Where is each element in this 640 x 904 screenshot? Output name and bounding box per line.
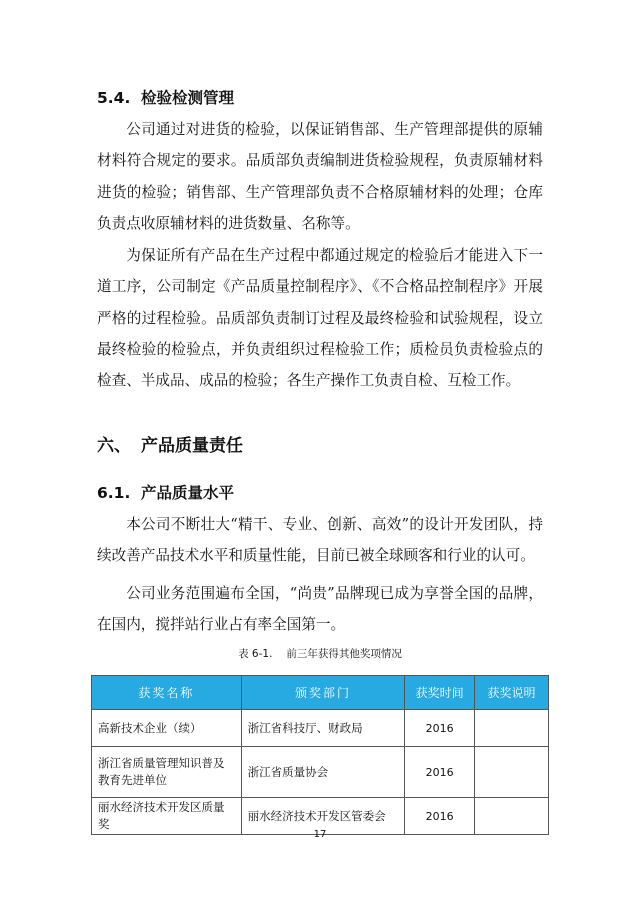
paragraph: 本公司不断壮大“精干、专业、创新、高效”的设计开发团队，持续改善产品技术水平和质量性能，目前已被全球顾客和行业的认可。 xyxy=(97,516,543,565)
section-5-4-heading xyxy=(97,86,234,108)
award-note-cell xyxy=(475,747,549,798)
section-6-1-heading xyxy=(97,481,234,503)
header-award-dept: 颁奖部门 xyxy=(241,676,405,710)
section-number: 6.1. xyxy=(97,484,131,502)
awards-table xyxy=(91,675,549,835)
award-name-cell: 丽水经济技术开发区质量奖 xyxy=(92,798,242,835)
header-award-note: 获奖说明 xyxy=(475,676,549,710)
paragraph: 为保证所有产品在生产过程中都通过规定的检验后才能进入下一道工序，公司制定《产品质量控制程序》、《不合格品控制程序》开展严格的过程检验。品质部负责制订过程及最终检验和试验规程，设立最终检验的检验点，并负责组织过程检验工作；质检员负责检验点的检查、半成品、成品的检验；各生产操作工负责自检、互检工作。 xyxy=(97,247,543,390)
page-number: 17 xyxy=(313,829,327,840)
award-dept-cell: 丽水经济技术开发区管委会 xyxy=(241,798,405,835)
paragraph: 公司业务范围遍布全国，“尚贵”品牌现已成为享誉全国的品牌，在国内，搅拌站行业占有率全国第一。 xyxy=(97,585,543,634)
table-row xyxy=(92,747,549,798)
table-row xyxy=(92,710,549,747)
award-name-cell: 高新技术企业（续） xyxy=(92,710,242,747)
header-award-year: 获奖时间 xyxy=(405,676,475,710)
award-dept-cell: 浙江省科技厅、财政局 xyxy=(241,710,405,747)
table-caption xyxy=(0,646,640,661)
chapter-6-heading xyxy=(97,431,243,456)
award-note-cell xyxy=(475,710,549,747)
paragraph: 公司通过对进货的检验，以保证销售部、生产管理部提供的原辅材料符合规定的要求。品质部负责编制进货检验规程，负责原辅材料进货的检验；销售部、生产管理部负责不合格原辅材料的处理；仓库负责点收原辅材料的进货数量、名称等。 xyxy=(97,121,543,232)
award-dept-cell: 浙江省质量协会 xyxy=(241,747,405,798)
table-header-row xyxy=(92,676,549,710)
chapter-title: 产品质量责任 xyxy=(141,436,243,456)
section-title: 检验检测管理 xyxy=(141,89,235,107)
award-year-cell: 2016 xyxy=(405,710,475,747)
section-number: 5.4. xyxy=(97,89,131,107)
table-caption-number: 表 6-1. xyxy=(238,648,273,660)
award-year-cell: 2016 xyxy=(405,798,475,835)
chapter-number: 六、 xyxy=(97,436,131,456)
section-title: 产品质量水平 xyxy=(141,484,235,502)
table-caption-title: 前三年获得其他奖项情况 xyxy=(286,648,402,660)
award-year-cell: 2016 xyxy=(405,747,475,798)
award-name-cell: 浙江省质量管理知识普及教育先进单位 xyxy=(92,747,242,798)
header-award-name: 获奖名称 xyxy=(92,676,242,710)
